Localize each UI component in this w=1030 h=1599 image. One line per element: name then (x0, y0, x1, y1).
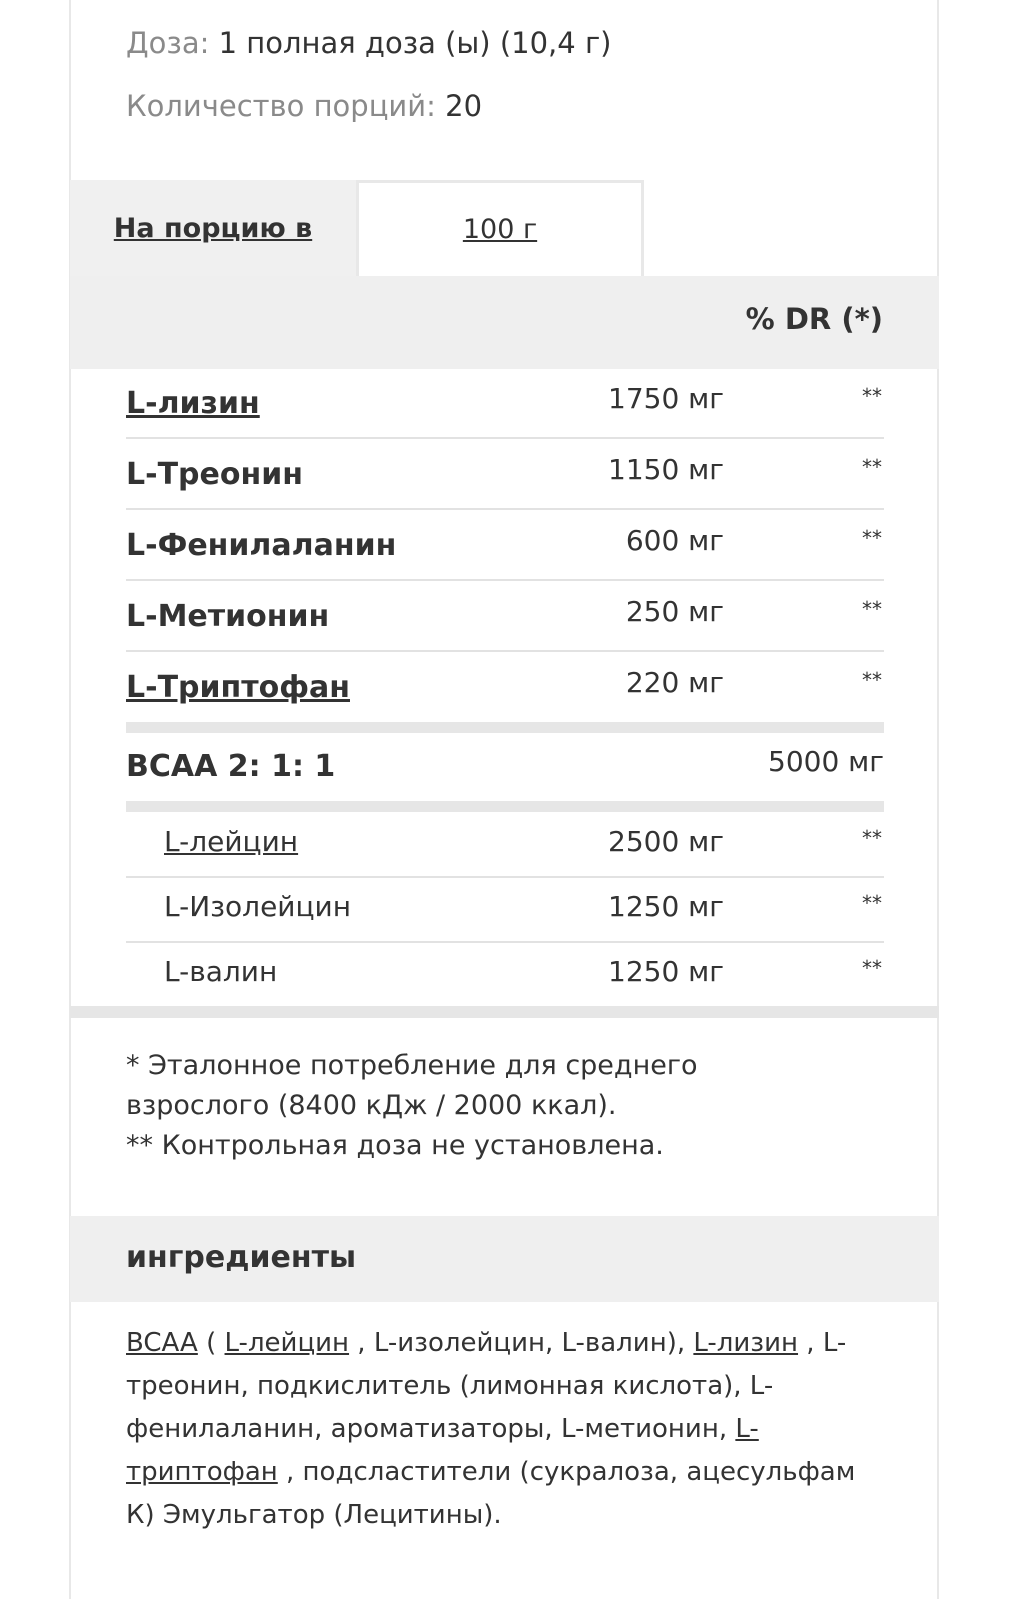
table-row (126, 441, 884, 511)
nutrient-value: 2500 мг (608, 825, 724, 858)
footnote-no-dose: ** Контрольная доза не установлена. (126, 1130, 664, 1161)
ingredients-title: ингредиенты (126, 1240, 357, 1275)
nutrient-value: 220 мг (625, 666, 724, 699)
table-header (70, 276, 939, 369)
row-divider (126, 437, 884, 439)
ingredients-text-part: , L-треонин, подкислитель (лимонная кислота), L-фенилаланин, ароматизаторы, L-метионин, (126, 1328, 847, 1444)
nutrient-value: 1250 мг (608, 890, 724, 923)
footnotes (126, 1046, 826, 1166)
nutrient-value: 1750 мг (608, 382, 724, 415)
nutrient-dr: ** (862, 455, 882, 479)
portions-label: Количество порций: (126, 89, 436, 123)
ingredient-link-tryptophan[interactable]: L-триптофан (126, 1414, 759, 1487)
group-divider (126, 801, 884, 812)
dr-header-label: % DR (*) (745, 302, 883, 336)
nutrient-dr: ** (862, 668, 882, 692)
nutrient-name-threonine: L-Треонин (126, 457, 303, 492)
ingredients-text-part: ( (197, 1328, 225, 1358)
nutrient-name-lysine[interactable]: L-лизин (126, 386, 260, 421)
nutrient-name-leucine[interactable]: L-лейцин (164, 825, 299, 858)
nutrient-dr: ** (862, 597, 882, 621)
nutrient-value: 600 мг (625, 524, 724, 557)
group-name-bcaa: BCAA 2: 1: 1 (126, 749, 336, 784)
ingredient-link-lysine[interactable]: L-лизин (693, 1328, 799, 1358)
group-row (126, 733, 884, 803)
nutrient-dr: ** (862, 826, 882, 850)
nutrient-value: 250 мг (625, 595, 724, 628)
row-divider (126, 650, 884, 652)
ingredients-text-part: , L-изолейцин, L-валин), (349, 1328, 694, 1358)
ingredients-text (126, 1322, 871, 1537)
group-value: 5000 мг (768, 745, 884, 778)
nutrient-dr: ** (862, 891, 882, 915)
nutrient-name-phenylalanine: L-Фенилаланин (126, 528, 397, 563)
dose-label: Доза: (126, 26, 210, 60)
ingredients-header (70, 1216, 939, 1302)
dose-value: 1 полная доза (ы) (10,4 г) (218, 26, 612, 60)
nutrient-name-tryptophan[interactable]: L-Триптофан (126, 670, 350, 705)
tab-per-100g[interactable]: 100 г (356, 180, 644, 276)
table-row (126, 877, 884, 942)
nutrient-dr: ** (862, 956, 882, 980)
table-row (126, 370, 884, 440)
group-divider (126, 722, 884, 733)
nutrient-value: 1150 мг (608, 453, 724, 486)
table-row (126, 583, 884, 653)
nutrient-dr: ** (862, 526, 882, 550)
portions-value: 20 (445, 89, 483, 123)
ingredients-text-part: , подсластители (сукралоза, ацесульфам К) Эмульгатор (Лецитины). (126, 1457, 856, 1530)
nutrient-dr: ** (862, 384, 882, 408)
nutrient-name-isoleucine: L-Изолейцин (164, 890, 352, 923)
nutrient-name-valine: L-валин (164, 955, 278, 988)
nutrient-name-methionine: L-Метионин (126, 599, 330, 634)
nutrient-value: 1250 мг (608, 955, 724, 988)
table-row (126, 512, 884, 582)
table-bottom-divider (70, 1006, 939, 1018)
table-row (126, 654, 884, 724)
portions-line (126, 89, 482, 123)
footnote-reference-intake: * Эталонное потребление для среднего взрослого (8400 кДж / 2000 ккал). (126, 1050, 698, 1121)
dose-line (126, 26, 612, 60)
ingredient-link-leucine[interactable]: L-лейцин (224, 1328, 350, 1358)
table-row (126, 812, 884, 877)
ingredient-link-bcaa[interactable]: BCAA (126, 1328, 198, 1358)
table-row (126, 942, 884, 1007)
row-divider (126, 579, 884, 581)
tab-per-serving[interactable]: На порцию в (70, 180, 356, 276)
row-divider (126, 508, 884, 510)
